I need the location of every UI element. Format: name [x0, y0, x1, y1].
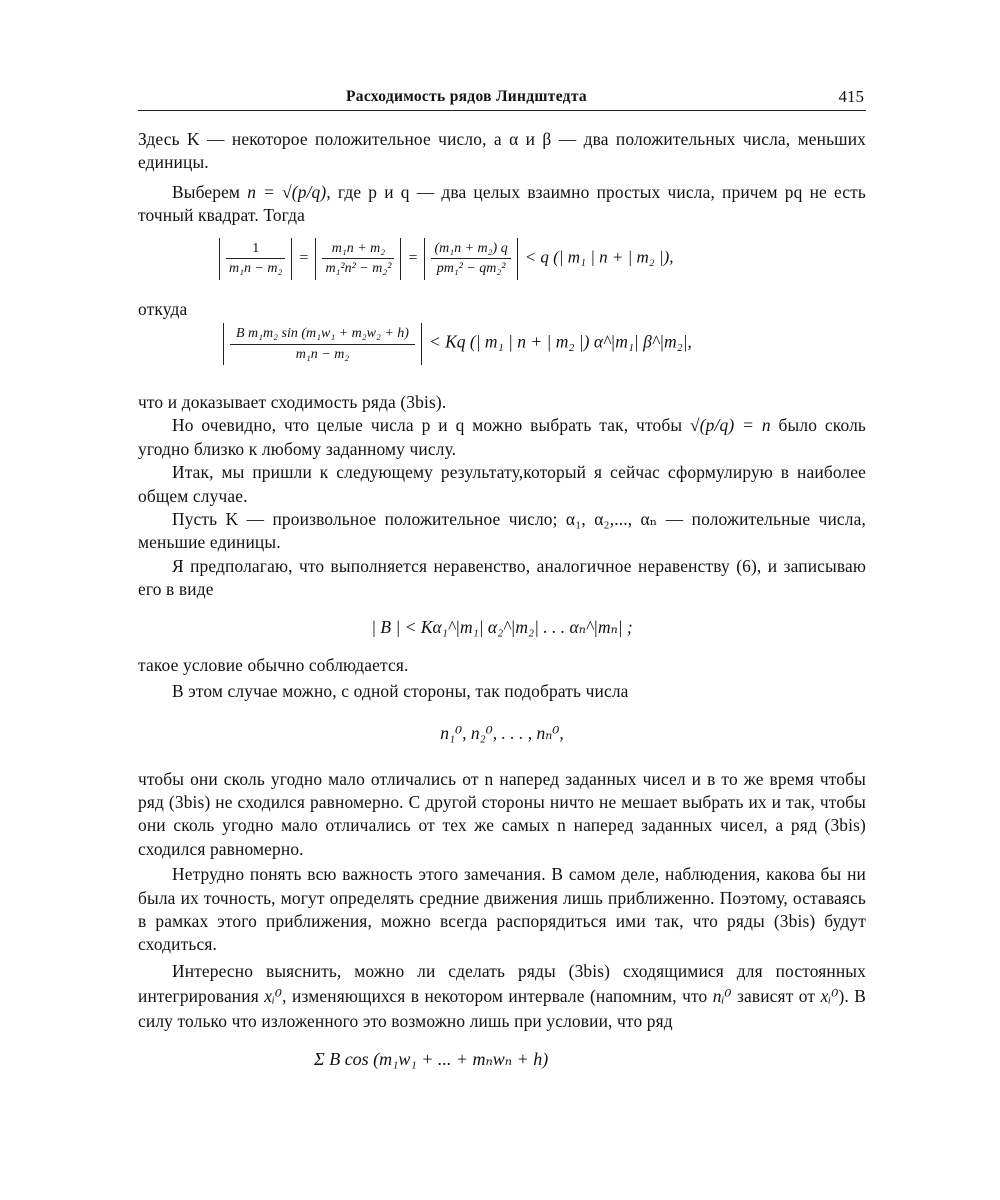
- paragraph-whence: откуда: [138, 298, 188, 319]
- paragraph-importance: Нетрудно понять всю важность этого замечания. В самом деле, наблюдения, какова бы ни была их точность, могут определять средние движения лишь приближенно. Поэтому, оставаясь в рамках этого приближения, можно всегда распорядиться ими так, что ряды (3bis) будут сходиться.: [138, 864, 866, 955]
- fraction: [226, 240, 285, 277]
- book-page: [138, 86, 866, 1078]
- abs-bar: [223, 323, 224, 365]
- text-segment: ). В силу только что изложенного это возможно лишь при условии, что ряд: [138, 985, 867, 1031]
- equation-3: | B | < Kα₁^|m₁| α₂^|m₂| . . . αₙ^|mₙ| ;: [371, 616, 633, 637]
- text-segment: зависят от: [736, 985, 816, 1006]
- paragraph-integers: [138, 414, 866, 461]
- text-segment: , изменяющихся в некотором интервале (напомним, что: [282, 985, 708, 1006]
- paragraph-proves: что и доказывает сходимость ряда (3bis).: [138, 392, 447, 413]
- paragraph-result: Итак, мы пришли к следующему результату,который я сейчас сформулирую в наиболее общем случае.: [138, 462, 866, 506]
- formula-x-i0: xᵢ⁰: [820, 985, 839, 1006]
- header-title: Расходимость рядов Линдштедта: [346, 88, 587, 105]
- abs-bar: [219, 238, 220, 280]
- equation-4: n₁⁰, n₂⁰, . . . , nₙ⁰,: [440, 722, 564, 743]
- text-segment: Но очевидно, что целые числа p и q можно выбрать так, чтобы: [172, 415, 683, 436]
- formula-n-definition: n = √(p/q): [247, 181, 327, 202]
- fraction: [322, 240, 394, 277]
- paragraph-choose-n: [138, 181, 866, 228]
- paragraph-differ: чтобы они сколь угодно мало отличались от n наперед заданных чисел и в то же время чтобы ряд (3bis) не сходился равномерно. С другой стороны ничто не мешает выбрать их и так, чтобы они сколь угодно мало отличались от тех же самых n наперед заданных чисел, а ряд (3bis) сходился равномерно.: [138, 768, 866, 859]
- numerator: B m₁m₂ sin (m₁w₁ + m₂w₂ + h): [230, 325, 415, 345]
- paragraph-constants: Здесь K — некоторое положительное число, а α и β — два положительных числа, меньших единицы.: [138, 129, 866, 173]
- formula-n-i0: nᵢ⁰: [712, 985, 732, 1006]
- formula-x-i0: xᵢ⁰: [264, 985, 283, 1006]
- equals-sign: =: [299, 249, 309, 267]
- denominator: m₁n − m₂: [229, 261, 283, 277]
- abs-bar: [424, 238, 425, 280]
- text-segment: , где p и q — два целых взаимно простых числа, причем pq не есть точный квадрат. Тогда: [138, 181, 866, 226]
- text-segment: Интересно выяснить, можно ли сделать ряды (3bis) сходящимися для постоянных интегрирования: [138, 960, 866, 1006]
- equation-2: [138, 323, 866, 381]
- denominator: m₁²n² − m₂²: [325, 261, 392, 277]
- equation-1: [138, 238, 866, 296]
- denominator: m₁n − m₂: [295, 347, 350, 363]
- paragraph-in-this-case: В этом случае можно, с одной стороны, так подобрать числа: [172, 681, 629, 702]
- formula-sqrt: √(p/q) = n: [690, 415, 771, 436]
- denominator: pm₁² − qm₂²: [436, 261, 506, 277]
- equals-sign: =: [408, 249, 418, 267]
- numerator: 1: [226, 240, 285, 259]
- paragraph-let-k: Пусть K — произвольное положительное число; α₁, α₂,..., αₙ — положительные числа, меньшие единицы.: [138, 509, 866, 553]
- running-header: [138, 86, 866, 111]
- equation-5: Σ B cos (m₁w₁ + ... + mₙwₙ + h): [314, 1048, 549, 1069]
- fraction: [230, 325, 415, 363]
- text-segment: было сколь угодно близко к любому заданному числу.: [138, 415, 867, 459]
- abs-bar: [291, 238, 292, 280]
- abs-bar: [400, 238, 401, 280]
- paragraph-interesting: [138, 959, 866, 1034]
- paragraph-assume: Я предполагаю, что выполняется неравенство, аналогичное неравенству (6), и записываю его в виде: [138, 555, 866, 600]
- numerator: (m₁n + m₂) q: [431, 240, 510, 259]
- page-number: 415: [838, 87, 864, 106]
- abs-bar: [517, 238, 518, 280]
- inequality-rhs: < q (| m₁ | n + | m₂ |),: [524, 247, 674, 267]
- abs-bar: [315, 238, 316, 280]
- numerator: m₁n + m₂: [322, 240, 394, 259]
- fraction: [431, 240, 510, 277]
- abs-bar: [421, 323, 422, 365]
- paragraph-condition: такое условие обычно соблюдается.: [138, 654, 409, 675]
- inequality-rhs: < Kq (| m₁ | n + | m₂ |) α^|m₁| β^|m₂|,: [428, 331, 692, 352]
- text-segment: Выберем: [172, 181, 241, 202]
